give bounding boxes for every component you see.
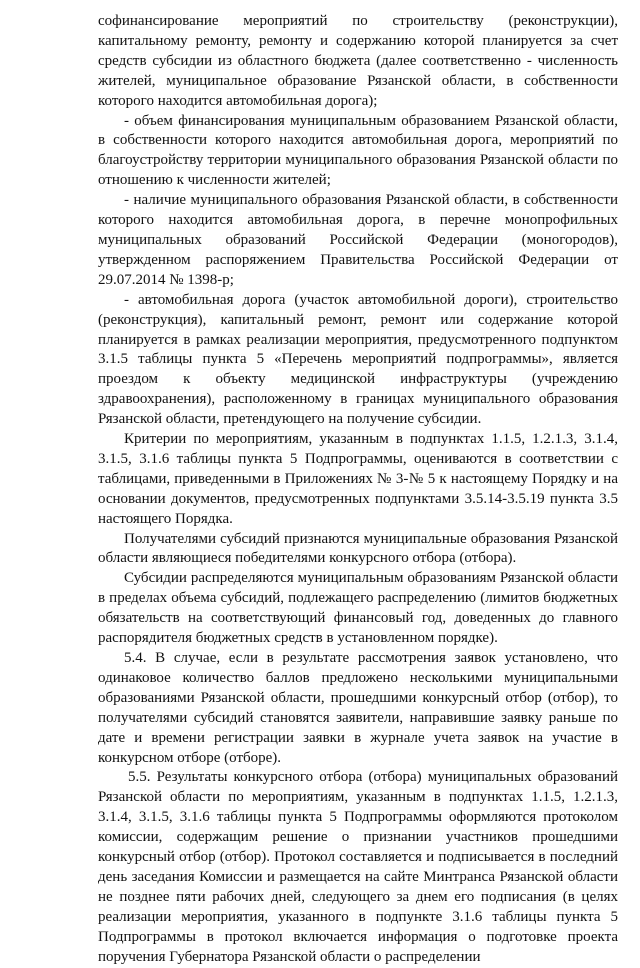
document-page — [98, 12, 618, 968]
paragraph-criteria-evaluation: Критерии по мероприятиям, указанным в подпунктах 1.1.5, 1.2.1.3, 3.1.4, 3.1.5, 3.1.6 таблицы пункта 5 Подпрограммы, оцениваются в соответствии с таблицами, приведенными в Приложениях № 3-№ 5 к настоящему Порядку и на основании документов, предусмотренных подпунктами 3.5.14-3.5.19 пункта 3.5 настоящего Порядка. — [98, 431, 618, 527]
paragraph-distribution: Субсидии распределяются муниципальным образованиям Рязанской области в пределах объема субсидий, подлежащего распределению (лимитов бюджетных обязательств на соответствующий финансовый год, доведенных до главного распорядителя бюджетных средств в установленном порядке). — [98, 570, 618, 647]
paragraph-criterion-medical: - автомобильная дорога (участок автомобильной дороги), строительство (реконструкция), капитальный ремонт, ремонт или содержание которой планируется в рамках реализации мероприятия, предусмотренного подпунктом 3.1.5 таблицы пункта 5 «Перечень мероприятий подпрограммы», является проездом к объекту медицинской инфраструктуры (учреждению здравоохранения), расположенному в границах муниципального образования Рязанской области, претендующего на получение субсидии. — [98, 291, 618, 428]
paragraph-5-5: 5.5. Результаты конкурсного отбора (отбора) муниципальных образований Рязанской области по мероприятиям, указанным в подпунктах 1.1.5, 1.2.1.3, 3.1.4, 3.1.5, 3.1.6 таблицы пункта 5 Подпрограммы оформляются протоколом комиссии, содержащим решение о признании участников прошедшими конкурсный отбор (отбор). Протокол составляется и подписывается в последний день заседания Комиссии и размещается на сайте Минтранса Рязанской области не позднее пяти рабочих дней, следующего за днем его подписания (в целях реализации мероприятия, указанного в подпункте 3.1.6 таблицы пункта 5 Подпрограммы в протокол включается информация о подготовке проекта поручения Губернатора Рязанской области о распределении — [98, 769, 618, 965]
paragraph-criterion-monotown: - наличие муниципального образования Рязанской области, в собственности которого находится автомобильная дорога, в перечне монопрофильных муниципальных образований Российской Федерации (моногородов), утвержденном распоряжением Правительства Российской Федерации от 29.07.2014 № 1398-р; — [98, 192, 618, 288]
paragraph-5-4: 5.4. В случае, если в результате рассмотрения заявок установлено, что одинаковое количество баллов предложено несколькими муниципальными образованиями Рязанской области, прошедшими конкурсный отбор (отбор), то получателями субсидий становятся заявители, направившие заявку раньше по дате и времени регистрации заявки в журнале учета заявок на участие в конкурсном отборе (отборе). — [98, 650, 618, 766]
paragraph-criterion-financing: - объем финансирования муниципальным образованием Рязанской области, в собственности которого находится автомобильная дорога, мероприятий по благоустройству территории муниципального образования Рязанской области по отношению к численности жителей; — [98, 112, 618, 189]
paragraph-recipients: Получателями субсидий признаются муниципальные образования Рязанской области являющиеся победителями конкурсного отбора (отбора). — [98, 530, 618, 567]
paragraph-continuation: софинансирование мероприятий по строительству (реконструкции), капитальному ремонту, ремонту и содержанию которой планируется за счет средств субсидии из областного бюджета (далее соответственно - численность жителей, муниципальное образование Рязанской области, в собственности которого находится автомобильная дорога); — [98, 13, 618, 109]
